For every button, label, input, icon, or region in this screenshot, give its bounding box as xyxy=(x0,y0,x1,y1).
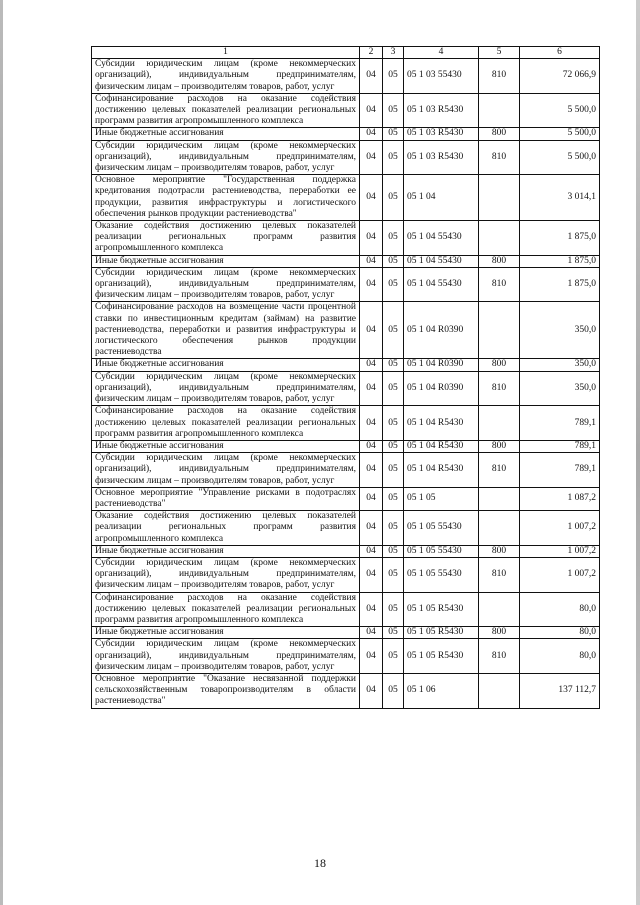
page-number: 18 xyxy=(314,856,326,870)
row-name-cell: Субсидии юридическим лицам (кроме некоммерческих организаций), индивидуальным предпринимателям, физическим лицам – производителям товаров, работ, услуг xyxy=(92,59,360,94)
table-row xyxy=(92,221,600,256)
table-row xyxy=(92,255,600,267)
row-name-cell: Оказание содействия достижению целевых показателей реализации региональных программ развития агропромышленного комплекса xyxy=(92,221,360,256)
subsection-code-cell: 05 xyxy=(383,440,404,452)
amount-cell: 350,0 xyxy=(520,302,600,359)
target-article-cell: 05 1 05 55430 xyxy=(404,511,479,546)
subsection-code-cell: 05 xyxy=(383,175,404,221)
section-code-cell: 04 xyxy=(360,359,383,371)
expense-type-cell: 800 xyxy=(479,128,520,140)
row-name-cell: Субсидии юридическим лицам (кроме некоммерческих организаций), индивидуальным предпринимателям, физическим лицам – производителям товаров, работ, услуг xyxy=(92,639,360,674)
row-name-cell: Основное мероприятие "Государственная поддержка кредитования подотрасли растениеводства, переработки ее продукции, развития инфраструктуры и логистического обеспечения рынков продукции растениеводства" xyxy=(92,175,360,221)
amount-cell: 3 014,1 xyxy=(520,175,600,221)
subsection-code-cell: 05 xyxy=(383,627,404,639)
target-article-cell: 05 1 03 R5430 xyxy=(404,93,479,128)
amount-cell: 1 875,0 xyxy=(520,267,600,302)
section-code-cell: 04 xyxy=(360,140,383,175)
amount-cell: 789,1 xyxy=(520,453,600,488)
expense-type-cell: 810 xyxy=(479,557,520,592)
row-name-cell: Иные бюджетные ассигнования xyxy=(92,255,360,267)
section-code-cell: 04 xyxy=(360,93,383,128)
expense-type-cell xyxy=(479,93,520,128)
header-cell: 2 xyxy=(360,47,383,59)
subsection-code-cell: 05 xyxy=(383,221,404,256)
amount-cell: 5 500,0 xyxy=(520,93,600,128)
expense-type-cell xyxy=(479,673,520,708)
row-name-cell: Иные бюджетные ассигнования xyxy=(92,545,360,557)
expense-type-cell: 800 xyxy=(479,440,520,452)
section-code-cell: 04 xyxy=(360,255,383,267)
header-cell: 4 xyxy=(404,47,479,59)
table-row xyxy=(92,627,600,639)
row-name-cell: Субсидии юридическим лицам (кроме некоммерческих организаций), индивидуальным предпринимателям, физическим лицам – производителям товаров, работ, услуг xyxy=(92,557,360,592)
section-code-cell: 04 xyxy=(360,59,383,94)
amount-cell: 1 875,0 xyxy=(520,255,600,267)
section-code-cell: 04 xyxy=(360,175,383,221)
header-cell: 5 xyxy=(479,47,520,59)
subsection-code-cell: 05 xyxy=(383,545,404,557)
section-code-cell: 04 xyxy=(360,221,383,256)
expense-type-cell: 800 xyxy=(479,359,520,371)
expense-type-cell xyxy=(479,592,520,627)
header-cell: 3 xyxy=(383,47,404,59)
row-name-cell: Субсидии юридическим лицам (кроме некоммерческих организаций), индивидуальным предпринимателям, физическим лицам – производителям товаров, работ, услуг xyxy=(92,453,360,488)
table-row xyxy=(92,511,600,546)
target-article-cell: 05 1 04 R0390 xyxy=(404,371,479,406)
target-article-cell: 05 1 04 R0390 xyxy=(404,359,479,371)
row-name-cell: Софинансирование расходов на возмещение части процентной ставки по инвестиционным кредитам (займам) на развитие растениеводства, переработки и развития инфраструктуры и логистического обеспечения рынков продукции растениеводства xyxy=(92,302,360,359)
table-row xyxy=(92,673,600,708)
table-row xyxy=(92,592,600,627)
section-code-cell: 04 xyxy=(360,406,383,441)
expense-type-cell: 810 xyxy=(479,371,520,406)
subsection-code-cell: 05 xyxy=(383,140,404,175)
table-row xyxy=(92,302,600,359)
subsection-code-cell: 05 xyxy=(383,255,404,267)
target-article-cell: 05 1 04 xyxy=(404,175,479,221)
amount-cell: 1 007,2 xyxy=(520,545,600,557)
target-article-cell: 05 1 04 R5430 xyxy=(404,453,479,488)
section-code-cell: 04 xyxy=(360,592,383,627)
row-name-cell: Софинансирование расходов на оказание содействия достижению целевых показателей реализации региональных программ развития агропромышленного комплекса xyxy=(92,406,360,441)
amount-cell: 137 112,7 xyxy=(520,673,600,708)
section-code-cell: 04 xyxy=(360,440,383,452)
subsection-code-cell: 05 xyxy=(383,406,404,441)
amount-cell: 1 007,2 xyxy=(520,557,600,592)
section-code-cell: 04 xyxy=(360,627,383,639)
expense-type-cell xyxy=(479,511,520,546)
subsection-code-cell: 05 xyxy=(383,93,404,128)
amount-cell: 80,0 xyxy=(520,592,600,627)
table-row xyxy=(92,59,600,94)
target-article-cell: 05 1 06 xyxy=(404,673,479,708)
subsection-code-cell: 05 xyxy=(383,371,404,406)
expense-type-cell xyxy=(479,406,520,441)
amount-cell: 789,1 xyxy=(520,440,600,452)
row-name-cell: Софинансирование расходов на оказание содействия достижению целевых показателей реализации региональных программ развития агропромышленного комплекса xyxy=(92,93,360,128)
row-name-cell: Субсидии юридическим лицам (кроме некоммерческих организаций), индивидуальным предпринимателям, физическим лицам – производителям товаров, работ, услуг xyxy=(92,140,360,175)
amount-cell: 789,1 xyxy=(520,406,600,441)
expense-type-cell: 810 xyxy=(479,453,520,488)
expense-type-cell xyxy=(479,487,520,510)
amount-cell: 350,0 xyxy=(520,359,600,371)
subsection-code-cell: 05 xyxy=(383,487,404,510)
target-article-cell: 05 1 04 55430 xyxy=(404,255,479,267)
expense-type-cell: 810 xyxy=(479,140,520,175)
header-cell: 1 xyxy=(92,47,360,59)
amount-cell: 80,0 xyxy=(520,639,600,674)
expense-type-cell: 800 xyxy=(479,545,520,557)
amount-cell: 1 875,0 xyxy=(520,221,600,256)
row-name-cell: Субсидии юридическим лицам (кроме некоммерческих организаций), индивидуальным предпринимателям, физическим лицам – производителям товаров, работ, услуг xyxy=(92,267,360,302)
table-row xyxy=(92,371,600,406)
target-article-cell: 05 1 05 55430 xyxy=(404,545,479,557)
target-article-cell: 05 1 03 R5430 xyxy=(404,128,479,140)
row-name-cell: Оказание содействия достижению целевых показателей реализации региональных программ развития агропромышленного комплекса xyxy=(92,511,360,546)
subsection-code-cell: 05 xyxy=(383,128,404,140)
header-cell: 6 xyxy=(520,47,600,59)
subsection-code-cell: 05 xyxy=(383,359,404,371)
target-article-cell: 05 1 04 R0390 xyxy=(404,302,479,359)
budget-table xyxy=(91,46,600,709)
table-row xyxy=(92,639,600,674)
amount-cell: 5 500,0 xyxy=(520,128,600,140)
expense-type-cell: 810 xyxy=(479,639,520,674)
section-code-cell: 04 xyxy=(360,371,383,406)
table-row xyxy=(92,440,600,452)
row-name-cell: Субсидии юридическим лицам (кроме некоммерческих организаций), индивидуальным предпринимателям, физическим лицам – производителям товаров, работ, услуг xyxy=(92,371,360,406)
row-name-cell: Основное мероприятие "Управление рисками в подотраслях растениеводства" xyxy=(92,487,360,510)
header-row xyxy=(92,47,600,59)
table-row xyxy=(92,267,600,302)
section-code-cell: 04 xyxy=(360,487,383,510)
section-code-cell: 04 xyxy=(360,511,383,546)
target-article-cell: 05 1 05 R5430 xyxy=(404,592,479,627)
row-name-cell: Основное мероприятие "Оказание несвязанной поддержки сельскохозяйственным товаропроизводителям в области растениеводства" xyxy=(92,673,360,708)
table-row xyxy=(92,359,600,371)
subsection-code-cell: 05 xyxy=(383,302,404,359)
scan-edge-right xyxy=(636,0,640,905)
target-article-cell: 05 1 05 xyxy=(404,487,479,510)
budget-table-body xyxy=(92,47,600,709)
table-row xyxy=(92,175,600,221)
section-code-cell: 04 xyxy=(360,453,383,488)
subsection-code-cell: 05 xyxy=(383,592,404,627)
scan-edge-left xyxy=(0,0,3,905)
table-row xyxy=(92,93,600,128)
expense-type-cell xyxy=(479,221,520,256)
amount-cell: 1 087,2 xyxy=(520,487,600,510)
amount-cell: 72 066,9 xyxy=(520,59,600,94)
table-row xyxy=(92,140,600,175)
subsection-code-cell: 05 xyxy=(383,511,404,546)
section-code-cell: 04 xyxy=(360,557,383,592)
target-article-cell: 05 1 05 55430 xyxy=(404,557,479,592)
table-row xyxy=(92,406,600,441)
amount-cell: 5 500,0 xyxy=(520,140,600,175)
subsection-code-cell: 05 xyxy=(383,267,404,302)
subsection-code-cell: 05 xyxy=(383,59,404,94)
table-row xyxy=(92,128,600,140)
row-name-cell: Иные бюджетные ассигнования xyxy=(92,440,360,452)
target-article-cell: 05 1 03 R5430 xyxy=(404,140,479,175)
target-article-cell: 05 1 05 R5430 xyxy=(404,639,479,674)
target-article-cell: 05 1 04 55430 xyxy=(404,267,479,302)
target-article-cell: 05 1 04 55430 xyxy=(404,221,479,256)
expense-type-cell: 810 xyxy=(479,59,520,94)
section-code-cell: 04 xyxy=(360,128,383,140)
section-code-cell: 04 xyxy=(360,267,383,302)
table-row xyxy=(92,557,600,592)
target-article-cell: 05 1 03 55430 xyxy=(404,59,479,94)
section-code-cell: 04 xyxy=(360,545,383,557)
row-name-cell: Иные бюджетные ассигнования xyxy=(92,359,360,371)
section-code-cell: 04 xyxy=(360,639,383,674)
expense-type-cell: 800 xyxy=(479,627,520,639)
expense-type-cell xyxy=(479,175,520,221)
target-article-cell: 05 1 04 R5430 xyxy=(404,406,479,441)
subsection-code-cell: 05 xyxy=(383,557,404,592)
amount-cell: 1 007,2 xyxy=(520,511,600,546)
row-name-cell: Иные бюджетные ассигнования xyxy=(92,627,360,639)
subsection-code-cell: 05 xyxy=(383,673,404,708)
section-code-cell: 04 xyxy=(360,673,383,708)
expense-type-cell: 800 xyxy=(479,255,520,267)
expense-type-cell xyxy=(479,302,520,359)
subsection-code-cell: 05 xyxy=(383,453,404,488)
amount-cell: 80,0 xyxy=(520,627,600,639)
target-article-cell: 05 1 04 R5430 xyxy=(404,440,479,452)
expense-type-cell: 810 xyxy=(479,267,520,302)
table-row xyxy=(92,487,600,510)
table-row xyxy=(92,545,600,557)
section-code-cell: 04 xyxy=(360,302,383,359)
row-name-cell: Иные бюджетные ассигнования xyxy=(92,128,360,140)
amount-cell: 350,0 xyxy=(520,371,600,406)
table-row xyxy=(92,453,600,488)
subsection-code-cell: 05 xyxy=(383,639,404,674)
row-name-cell: Софинансирование расходов на оказание содействия достижению целевых показателей реализации региональных программ развития агропромышленного комплекса xyxy=(92,592,360,627)
target-article-cell: 05 1 05 R5430 xyxy=(404,627,479,639)
